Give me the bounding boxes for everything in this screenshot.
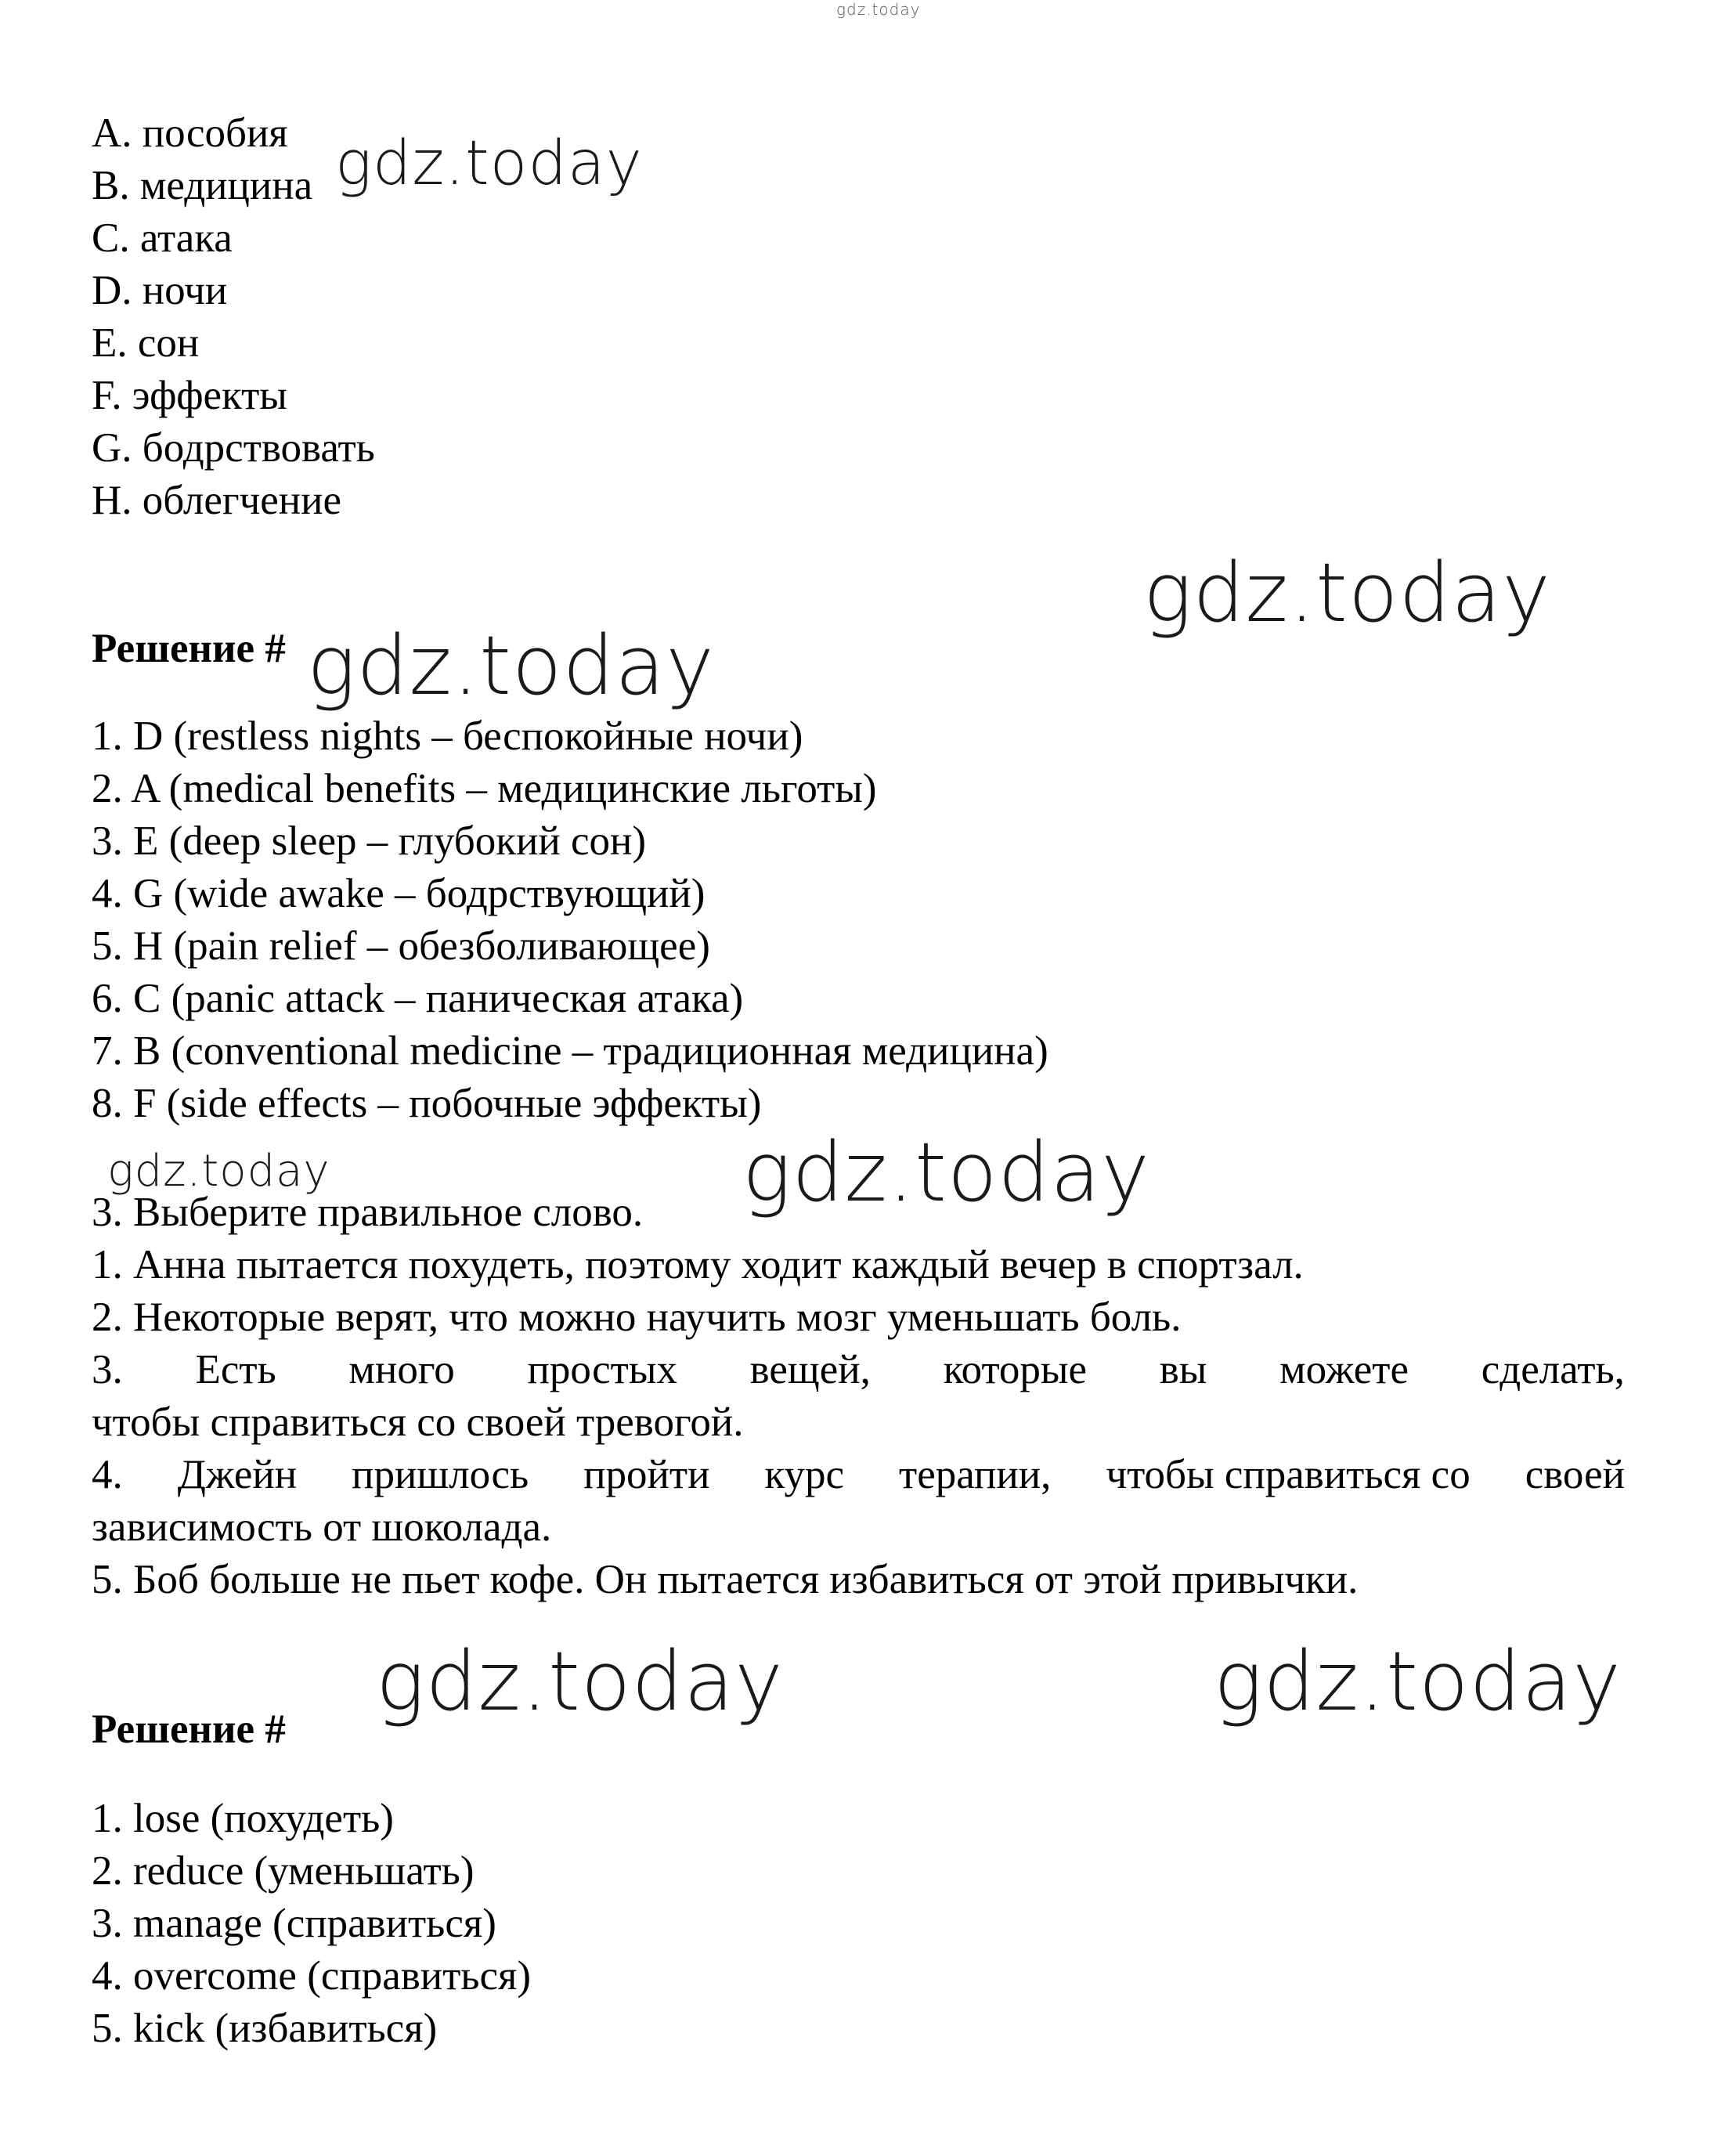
exercise-sentence-continuation: зависимость от шоколада. [92, 1504, 552, 1550]
solution-heading: Решение # [92, 626, 286, 671]
answer-item: 2. reduce (уменьшать) [92, 1848, 475, 1894]
word: Есть [195, 1347, 276, 1392]
watermark: gdz.today [335, 128, 643, 199]
word: много [348, 1347, 455, 1392]
word: вы [1159, 1347, 1207, 1392]
word: вещей, [749, 1347, 871, 1392]
watermark-top: gdz.today [836, 0, 921, 19]
option-item: A. пособия [92, 110, 288, 156]
word: простых [527, 1347, 677, 1392]
option-item: E. сон [92, 320, 200, 366]
answer-item: 3. manage (справиться) [92, 1901, 496, 1946]
word: которые [943, 1347, 1088, 1392]
answer-item: 7. B (conventional medicine – традиционная медицина) [92, 1028, 1048, 1074]
answer-item: 4. G (wide awake – бодрствующий) [92, 871, 706, 916]
word: пройти [583, 1452, 710, 1497]
exercise-title: 3. Выберите правильное слово. [92, 1190, 644, 1235]
watermark: gdz.today [1143, 545, 1551, 641]
word: сделать, [1481, 1347, 1625, 1392]
option-item: C. атака [92, 215, 233, 261]
exercise-sentence [92, 1344, 1625, 1396]
option-item: H. облегчение [92, 478, 342, 523]
option-item: D. ночи [92, 268, 228, 313]
watermark: gdz.today [376, 1634, 784, 1729]
word: можете [1279, 1347, 1409, 1392]
exercise-sentence: 2. Некоторые верят, что можно научить мозг уменьшать боль. [92, 1295, 1182, 1340]
word: 4. [92, 1452, 123, 1497]
answer-item: 6. C (panic attack – паническая атака) [92, 976, 744, 1021]
word: терапии, [899, 1452, 1052, 1497]
word: Джейн [177, 1452, 298, 1497]
watermark: gdz.today [742, 1125, 1150, 1220]
answer-item: 5. H (pain relief – обезболивающее) [92, 923, 710, 969]
watermark: gdz.today [107, 1146, 330, 1197]
word: пришлось [352, 1452, 529, 1497]
answer-item: 1. lose (похудеть) [92, 1796, 394, 1841]
answer-item: 3. E (deep sleep – глубокий сон) [92, 818, 646, 864]
word: курс [764, 1452, 845, 1497]
word: 3. [92, 1347, 123, 1392]
answer-item: 1. D (restless nights – беспокойные ночи) [92, 713, 803, 759]
option-item: G. бодрствовать [92, 425, 375, 471]
option-item: B. медицина [92, 163, 313, 208]
answer-item: 2. A (medical benefits – медицинские льготы) [92, 766, 877, 811]
watermark: gdz.today [1214, 1634, 1622, 1729]
exercise-sentence-continuation: чтобы справиться со своей тревогой. [92, 1399, 744, 1445]
answer-item: 4. overcome (справиться) [92, 1953, 532, 1999]
exercise-sentence: 1. Анна пытается похудеть, поэтому ходит каждый вечер в спортзал. [92, 1242, 1304, 1287]
word: своей [1525, 1452, 1625, 1497]
answer-item: 5. kick (избавиться) [92, 2006, 438, 2051]
exercise-sentence: 5. Боб больше не пьет кофе. Он пытается избавиться от этой привычки. [92, 1557, 1359, 1602]
word: чтобы справиться со [1106, 1452, 1471, 1497]
option-item: F. эффекты [92, 373, 287, 418]
watermark: gdz.today [307, 618, 715, 713]
answer-item: 8. F (side effects – побочные эффекты) [92, 1081, 762, 1126]
solution-heading: Решение # [92, 1706, 286, 1752]
exercise-sentence [92, 1449, 1625, 1501]
